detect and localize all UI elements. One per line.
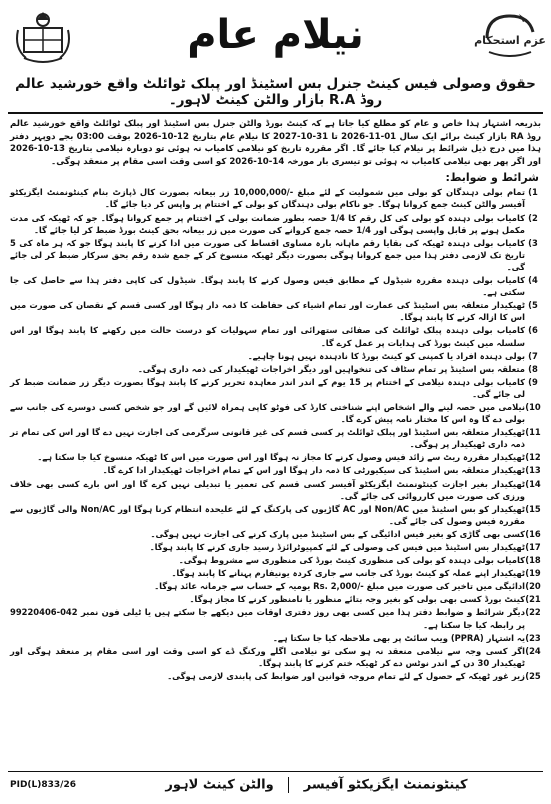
term-item bbox=[10, 528, 541, 540]
term-number: 16) bbox=[525, 528, 541, 539]
term-text: کامیاب بولی دہندہ ٹھیکہ کی بقایا رقم ماہانہ بارہ مساوی اقساط کی صورت میں ادا کرنے کا پابند ہوگا جو کہ ہر ماہ کی 5 تاریخ تک لازمی دفتر ہذا میں جمع کروانا ہوگی بصورت دیگر ٹھیکہ منسوخ کر کے جمع شدہ رقم بحق سرکار ضبط کر لی جائے گی۔ bbox=[10, 237, 525, 272]
term-item bbox=[10, 464, 541, 476]
term-text: زیر غور ٹھیکہ کے حصول کے لئے تمام مروجہ قوانین اور ضوابط کی پابندی لازمی ہوگی۔ bbox=[167, 670, 525, 681]
term-text: اگر کسی وجہ سے نیلامی منعقد نہ ہو سکی تو نیلامی اگلے ورکنگ ڈے کو اسی وقت اور اسی مقام پر منعقد ہوگی اور ٹھیکیدار 30 دن کے اندر نوٹس دے کر ٹھیکہ ختم کرنے کا پابند ہوگا۔ bbox=[10, 645, 525, 668]
term-number: 7) bbox=[528, 350, 538, 361]
term-number: 9) bbox=[528, 376, 538, 387]
term-item bbox=[10, 186, 541, 210]
term-text: تمام بولی دہندگان کو بولی میں شمولیت کے لئے مبلغ -/10,000,000 زر بیعانہ بصورت کال ڈپازٹ بنام کینٹونمنٹ ایگزیکٹو آفیسر والٹن کینٹ جمع کروانا ہوگا۔ جو ناکام بولی دہندگان کو بولی کے اختتام پر واپس کر دیا جائے گا۔ bbox=[10, 187, 525, 210]
term-item bbox=[10, 299, 541, 323]
term-item bbox=[10, 324, 541, 348]
term-item bbox=[10, 593, 541, 605]
term-text: متعلقہ بس اسٹینڈ پر تمام سٹاف کی تنخواہیں اور دیگر اخراجات ٹھیکیدار کی ذمہ داری ہوگی۔ bbox=[137, 363, 525, 374]
term-number: 20) bbox=[525, 581, 541, 592]
term-number: 25) bbox=[525, 670, 541, 681]
term-number: 18) bbox=[525, 555, 541, 566]
term-text: ٹھیکیدار مقررہ ریٹ سے زائد فیس وصول کرنے کا مجاز نہ ہوگا اور اس صورت میں اس کا ٹھیکہ منسوخ کیا جا سکتا ہے۔ bbox=[37, 452, 525, 463]
term-number: 19) bbox=[525, 568, 541, 579]
term-number: 8) bbox=[528, 363, 538, 374]
header bbox=[8, 6, 546, 76]
term-item bbox=[10, 401, 541, 425]
term-number: 22) bbox=[525, 607, 541, 618]
term-text: ٹھیکیدار بس اسٹینڈ میں فیس کی وصولی کے لئے کمپیوٹرائزڈ رسید جاری کرنے کا پابند ہوگا۔ bbox=[149, 542, 525, 552]
term-number: 2) bbox=[528, 212, 538, 223]
campaign-logo-icon bbox=[474, 10, 546, 66]
term-number: 21) bbox=[525, 594, 541, 605]
term-text: ٹھیکیدار متعلقہ بس اسٹینڈ کی عمارت اور تمام اشیاء کی حفاظت کا ذمہ دار ہوگا اور کسی قسم کے نقصان کی صورت میں اس کا ازالہ کرنے کا پابند ہوگا۔ bbox=[10, 300, 525, 323]
term-text: ٹھیکیدار اپنے عملہ کو کینٹ بورڈ کی جانب سے جاری کردہ یونیفارم پہنانے کا پابند ہوگا۔ bbox=[171, 568, 525, 579]
term-number: 1) bbox=[528, 187, 538, 198]
term-item bbox=[10, 554, 541, 566]
term-text: بولی دہندہ افراد یا کمپنی کو کینٹ بورڈ کا نادہندہ نہیں ہونا چاہیے۔ bbox=[247, 350, 525, 361]
term-number: 14) bbox=[525, 478, 541, 489]
term-number: 12) bbox=[525, 452, 541, 463]
term-item bbox=[10, 503, 541, 527]
term-item bbox=[10, 426, 541, 450]
term-text: کامیاب بولی دہندہ کو بولی کی کل رقم کا 1/4 حصہ بطور ضمانت بولی کے اختتام پر جمع کروانا ہوگا۔ جو کہ ٹھیکہ کی مدت مکمل ہونے پر قابل واپسی ہوگی اور 1/4 حصہ جمع کروانے کی صورت میں زر بیعانہ بحق کینٹ بورڈ ضبط کر لیا جائے گا۔ bbox=[10, 212, 526, 235]
government-emblem-icon bbox=[12, 8, 74, 66]
terms-list bbox=[8, 186, 543, 682]
term-number: 3) bbox=[528, 237, 538, 248]
term-text: کامیاب بولی دہندہ نیلامی کے اختتام پر 15 یوم کے اندر اندر معاہدہ تحریر کرنے کا پابند ہوگا بصورت دیگر زر ضمانت ضبط کر لی جائے گی۔ bbox=[10, 376, 525, 399]
term-number: 6) bbox=[528, 325, 538, 336]
term-item bbox=[10, 237, 541, 273]
term-text: کامیاب بولی دہندہ پبلک ٹوائلٹ کی صفائی ستھرائی اور تمام سہولیات کو درست حالت میں رکھنے کا پابند ہوگا اور اس سلسلہ میں کینٹ بورڈ کی ہدایات پر عمل کرے گا۔ bbox=[10, 325, 525, 348]
term-number: 23) bbox=[525, 632, 541, 643]
signature-block bbox=[90, 777, 543, 793]
auction-notice bbox=[8, 6, 546, 798]
term-number: 10) bbox=[525, 401, 541, 412]
term-item bbox=[10, 350, 541, 362]
term-item bbox=[10, 478, 541, 502]
page-title: نیلام عام bbox=[187, 12, 364, 58]
term-text: ادائیگی میں تاخیر کی صورت میں مبلغ -/Rs. 2,000 یومیہ کے حساب سے جرمانہ عائد ہوگا۔ bbox=[154, 581, 525, 592]
term-item bbox=[10, 645, 541, 669]
term-number: 13) bbox=[525, 465, 541, 476]
term-number: 4) bbox=[528, 275, 538, 286]
term-text: کینٹ بورڈ کسی بھی بولی کو بغیر وجہ بتائے منظور یا نامنظور کرنے کا مجاز ہوگا۔ bbox=[189, 594, 525, 605]
officer-title: کینٹونمنٹ ایگزیکٹو آفیسر bbox=[303, 777, 468, 793]
term-number: 15) bbox=[525, 503, 541, 514]
term-text: کامیاب بولی دہندہ کو بولی کی منظوری کینٹ بورڈ کی منظوری سے مشروط ہوگی۔ bbox=[178, 555, 525, 566]
term-item bbox=[10, 670, 541, 682]
campaign-logo-text: عزم استحکام bbox=[474, 34, 546, 47]
term-text: نیلامی میں حصہ لینے والے اشخاص اپنے شناختی کارڈ کی فوٹو کاپی ہمراہ لائیں گے اور جو شخص کسی دوسرے کی جانب سے بولی دے گا وہ اس کا مختار نامہ پیش کرے گا۔ bbox=[10, 401, 525, 425]
term-item bbox=[10, 274, 541, 298]
term-item bbox=[10, 451, 541, 463]
term-item bbox=[10, 580, 541, 592]
term-text: ٹھیکیدار بغیر اجازت کینٹونمنٹ ایگزیکٹو آفیسر کسی قسم کی تعمیر یا تبدیلی نہیں کرے گا اور اس بارے کسی بھی خلاف ورزی کی صورت میں کارروائی کی جائے گی۔ bbox=[10, 478, 525, 501]
footer bbox=[8, 771, 543, 798]
term-number: 5) bbox=[528, 300, 538, 311]
term-item bbox=[10, 606, 541, 630]
footer-divider bbox=[288, 777, 289, 793]
term-item bbox=[10, 541, 541, 553]
term-item bbox=[10, 212, 541, 236]
term-item bbox=[10, 632, 541, 644]
pid-number: PID(L)833/26 bbox=[10, 780, 76, 790]
term-number: 17) bbox=[525, 542, 541, 552]
term-text: کامیاب بولی دہندہ مقررہ شیڈول کے مطابق فیس وصول کرنے کا پابند ہوگا۔ شیڈول کی کاپی دفتر ہذا سے حاصل کی جا سکتی ہے۔ bbox=[10, 275, 525, 298]
notice-subtitle: حقوق وصولی فیس کینٹ جنرل بس اسٹینڈ اور پبلک ٹوائلٹ واقع خورشید عالم روڈ R.A بازار والٹن کینٹ لاہور۔ bbox=[8, 76, 543, 114]
term-number: 24) bbox=[525, 645, 541, 656]
term-text: ٹھیکیدار کو بس اسٹینڈ میں Non/AC اور AC گاڑیوں کی پارکنگ کے لئے علیحدہ انتظام کرنا ہوگا اور Non/AC والی گاڑیوں سے مقررہ فیس وصول کی جائے گی۔ bbox=[10, 503, 526, 526]
term-item bbox=[10, 567, 541, 579]
term-text: کسی بھی گاڑی کو بغیر فیس ادائیگی کے بس اسٹینڈ میں پارک کرنے کی اجازت نہیں ہوگی۔ bbox=[150, 528, 525, 539]
term-text: دیگر شرائط و ضوابط دفتر ہذا میں کسی بھی روز دفتری اوقات میں دیکھے جا سکتے ہیں یا ٹیلی فون نمبر 042-99220406 پر رابطہ کیا جا سکتا ہے۔ bbox=[10, 607, 525, 630]
term-item bbox=[10, 376, 541, 400]
term-number: 11) bbox=[525, 427, 541, 438]
term-item bbox=[10, 363, 541, 375]
notice-intro: بذریعہ اشتہار ہذا خاص و عام کو مطلع کیا جاتا ہے کہ کینٹ بورڈ والٹن جنرل بس اسٹینڈ اور پبلک ٹوائلٹ واقع خورشید عالم روڈ RA بازار کینٹ برائے ایک سال 01-11-2026 تا 31-10-2027 کا نیلام عام بتاریخ 12-10-2026 بوقت 03:00 بجے دوپہر دفتر ہذا میں درج ذیل شرائط پر نیلام کیا جائے گا۔ اگر مقررہ تاریخ کو نیلامی کامیاب نہ ہوئی تو دوبارہ نیلامی بتاریخ 13-10-2026 اور اگر پھر بھی نیلامی کامیاب نہ ہوئی تو تیسری بار مورخہ 14-10-2026 کو اسی وقت اسی مقام پر منعقد ہوگی۔ bbox=[10, 119, 542, 167]
terms-heading: شرائط و ضوابط: bbox=[445, 171, 539, 185]
term-text: یہ اشتہار (PPRA) ویب سائٹ پر بھی ملاحظہ کیا جا سکتا ہے۔ bbox=[272, 632, 525, 643]
term-text: ٹھیکیدار متعلقہ بس اسٹینڈ اور پبلک ٹوائلٹ پر کسی قسم کی غیر قانونی سرگرمی کی اجازت نہیں دے گا اور اس کی تمام تر ذمہ داری ٹھیکیدار پر ہوگی۔ bbox=[10, 427, 525, 450]
term-text: ٹھیکیدار متعلقہ بس اسٹینڈ کی سیکیورٹی کا ذمہ دار ہوگا اور اس کے تمام اخراجات ٹھیکیدار ادا کرے گا۔ bbox=[102, 465, 525, 476]
office-location: والٹن کینٹ لاہور bbox=[165, 777, 274, 793]
